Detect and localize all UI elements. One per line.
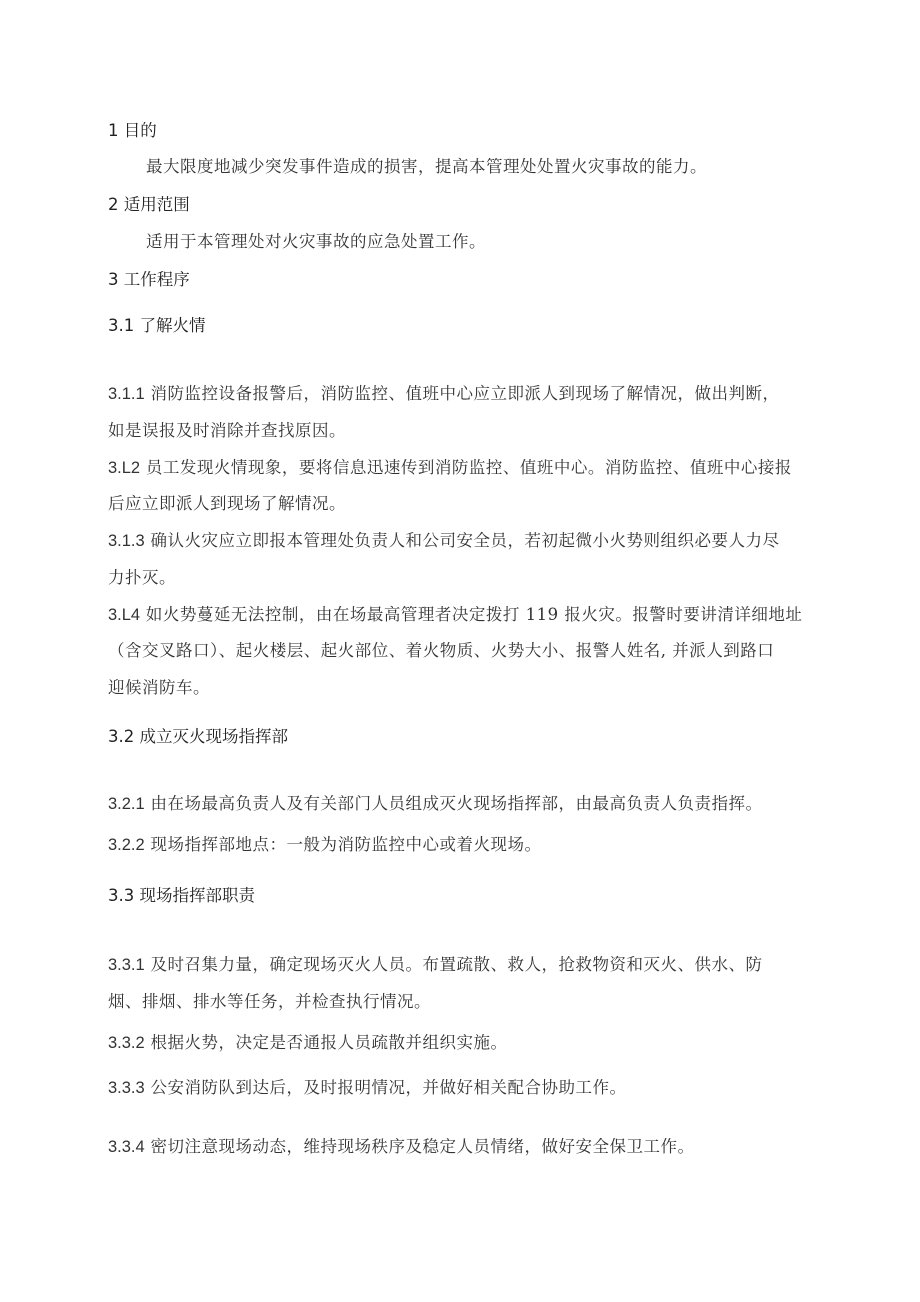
clause-3-1-1-line-1: 3.1.1 消防监控设备报警后，消防监控、值班中心应立即派人到现场了解情况，做出判断， xyxy=(108,384,780,403)
clause-3-3-3: 3.3.3 公安消防队到达后，及时报明情况，并做好相关配合协助工作。 xyxy=(108,1078,627,1097)
section-heading-2: 2 适用范围 xyxy=(108,195,190,214)
clause-3-1-4-line-1: 3.L4 如火势蔓延无法控制，由在场最高管理者决定拨打 119 报火灾。报警时要讲清详细地址 xyxy=(108,605,803,624)
clause-3-1-4-line-3: 迎候消防车。 xyxy=(108,678,210,697)
clause-3-1-2-line-1: 3.L2 员工发现火情现象，要将信息迅速传到消防监控、值班中心。消防监控、值班中心接报 xyxy=(108,458,792,477)
clause-3-1-3-line-2: 力扑灭。 xyxy=(108,568,176,587)
clause-3-3-1-line-2: 烟、排烟、排水等任务，并检查执行情况。 xyxy=(108,992,431,1011)
section-body-2: 适用于本管理处对火灾事故的应急处置工作。 xyxy=(146,232,486,251)
section-heading-1: 1 目的 xyxy=(108,121,157,140)
clause-3-3-1-line-1: 3.3.1 及时召集力量，确定现场灭火人员。布置疏散、救人，抢救物资和灭火、供水、防 xyxy=(108,955,763,974)
clause-3-1-2-line-2: 后应立即派人到现场了解情况。 xyxy=(108,494,346,513)
subsection-heading-3-2: 3.2 成立灭火现场指挥部 xyxy=(108,727,288,746)
clause-3-2-1: 3.2.1 由在场最高负责人及有关部门人员组成灭火现场指挥部，由最高负责人负责指挥。 xyxy=(108,794,763,813)
clause-3-1-3-line-1: 3.1.3 确认火灾应立即报本管理处负责人和公司安全员，若初起微小火势则组织必要人力尽 xyxy=(108,531,780,550)
section-heading-3: 3 工作程序 xyxy=(108,270,190,289)
section-body-1: 最大限度地减少突发事件造成的损害，提高本管理处处置火灾事故的能力。 xyxy=(146,157,707,176)
clause-3-2-2: 3.2.2 现场指挥部地点：一般为消防监控中心或着火现场。 xyxy=(108,835,542,854)
subsection-heading-3-1: 3.1 了解火情 xyxy=(108,316,206,335)
clause-3-1-4-line-2: （含交叉路口）、起火楼层、起火部位、着火物质、火势大小、报警人姓名, 并派人到路口 xyxy=(108,641,775,660)
subsection-heading-3-3: 3.3 现场指挥部职责 xyxy=(108,886,255,905)
clause-3-3-2: 3.3.2 根据火势，决定是否通报人员疏散并组织实施。 xyxy=(108,1033,508,1052)
clause-3-1-1-line-2: 如是误报及时消除并查找原因。 xyxy=(108,421,346,440)
clause-3-3-4: 3.3.4 密切注意现场动态，维持现场秩序及稳定人员情绪，做好安全保卫工作。 xyxy=(108,1137,695,1156)
